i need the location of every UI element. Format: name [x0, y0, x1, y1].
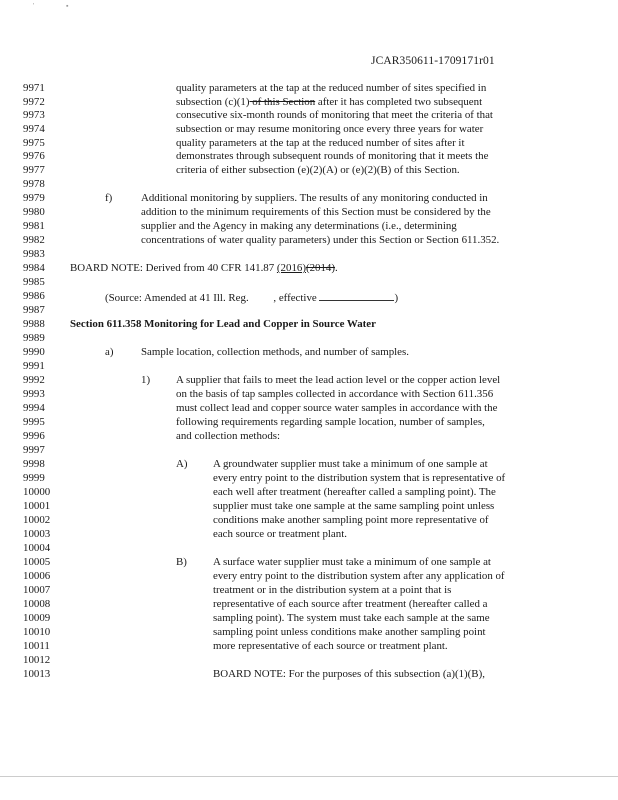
line-number: 9992: [23, 374, 45, 386]
line-number: 9988: [23, 318, 45, 330]
paragraph-label: a): [105, 346, 114, 358]
line-text: Sample location, collection methods, and number of samples.: [141, 346, 409, 358]
line-number: 10010: [23, 626, 51, 638]
deleted-text: (2014): [305, 262, 336, 274]
line-number: 9985: [23, 276, 45, 288]
line-text: every entry point to the distribution system that is representative of: [213, 472, 506, 484]
page-bottom-rule: [0, 776, 618, 777]
line-9992: [0, 374, 618, 388]
blank-line: [319, 290, 394, 301]
line-10003: [0, 528, 618, 542]
line-number: 10005: [23, 556, 51, 568]
paragraph-label: 1): [141, 374, 151, 386]
line-10013: [0, 668, 618, 682]
line-9988: [0, 318, 618, 332]
line-9994: [0, 402, 618, 416]
line-number: 9989: [23, 332, 45, 344]
line-text: on the basis of tap samples collected in accordance with Section 611.356: [176, 388, 494, 400]
line-number: 10002: [23, 514, 51, 526]
line-9984: [0, 262, 618, 276]
line-number: 9986: [23, 290, 45, 302]
line-text: subsection or may resume monitoring once every three years for water: [176, 123, 484, 135]
line-10000: [0, 486, 618, 500]
scan-mark: ': [33, 2, 35, 10]
line-9981: [0, 220, 618, 234]
line-text: subsection (c)(1) of this Section after it has completed two subsequent: [176, 96, 483, 108]
line-text: consecutive six-month rounds of monitoring that meet the criteria of that: [176, 109, 493, 121]
line-number: 9993: [23, 388, 45, 400]
line-number: 9973: [23, 109, 45, 121]
line-number: 9980: [23, 206, 45, 218]
line-number: 9984: [23, 262, 45, 274]
line-text: following requirements regarding sample location, number of samples,: [176, 416, 485, 428]
line-text: A surface water supplier must take a minimum of one sample at: [213, 556, 491, 568]
line-10012: [0, 654, 618, 668]
line-text: and collection methods:: [176, 430, 281, 442]
line-text: quality parameters at the tap at the reduced number of sites specified in: [176, 82, 487, 94]
line-10007: [0, 584, 618, 598]
line-number: 9979: [23, 192, 45, 204]
line-number: 9983: [23, 248, 45, 260]
line-text: every entry point to the distribution system after any application of: [213, 570, 505, 582]
scan-mark: ▪: [66, 2, 69, 10]
line-text: A groundwater supplier must take a minimum of one sample at: [213, 458, 488, 470]
line-number: 9974: [23, 123, 45, 135]
line-text: more representative of each source or treatment plant.: [213, 640, 448, 652]
line-text: must collect lead and copper source water samples in accordance with the: [176, 402, 498, 414]
line-number: 9987: [23, 304, 45, 316]
line-number: 10012: [23, 654, 51, 666]
line-number: 10013: [23, 668, 51, 680]
line-number: 9994: [23, 402, 45, 414]
line-10006: [0, 570, 618, 584]
line-9985: [0, 276, 618, 290]
line-9990: [0, 346, 618, 360]
paragraph-label: A): [176, 458, 188, 470]
line-number: 10008: [23, 598, 51, 610]
line-number: 9990: [23, 346, 45, 358]
line-9986: [0, 290, 618, 304]
line-number: 10007: [23, 584, 51, 596]
line-number: 9971: [23, 82, 45, 94]
line-text: representative of each source after treatment (hereafter called a: [213, 598, 488, 610]
line-10004: [0, 542, 618, 556]
line-9983: [0, 248, 618, 262]
line-text: A supplier that fails to meet the lead action level or the copper action level: [176, 374, 501, 386]
line-9982: [0, 234, 618, 248]
line-9980: [0, 206, 618, 220]
line-number: 9972: [23, 96, 45, 108]
line-10001: [0, 500, 618, 514]
line-10005: [0, 556, 618, 570]
line-number: 9976: [23, 150, 45, 162]
inserted-text: (2016): [276, 262, 306, 274]
line-9996: [0, 430, 618, 444]
document-id: JCAR350611-1709171r01: [371, 55, 495, 67]
line-10008: [0, 598, 618, 612]
line-text: supplier and the Agency in making any determinations (i.e., determining: [141, 220, 457, 232]
board-note: BOARD NOTE: Derived from 40 CFR 141.87 (2016)(2014).: [70, 262, 338, 274]
line-9999: [0, 472, 618, 486]
line-text: addition to the minimum requirements of this Section must be considered by the: [141, 206, 491, 218]
line-9977: [0, 164, 618, 178]
line-9993: [0, 388, 618, 402]
line-number: 10006: [23, 570, 51, 582]
line-9972: [0, 96, 618, 110]
line-number: 9991: [23, 360, 45, 372]
line-9998: [0, 458, 618, 472]
line-9989: [0, 332, 618, 346]
line-number: 9996: [23, 430, 45, 442]
line-9987: [0, 304, 618, 318]
line-9973: [0, 109, 618, 123]
line-text: criteria of either subsection (e)(2)(A) or (e)(2)(B) of this Section.: [176, 164, 460, 176]
line-9995: [0, 416, 618, 430]
line-text: sampling point). The system must take each sample at the same: [213, 612, 490, 624]
source-note: (Source: Amended at 41 Ill. Reg. , effective ): [105, 292, 399, 304]
line-number: 10001: [23, 500, 51, 512]
line-10009: [0, 612, 618, 626]
section-heading: Section 611.358 Monitoring for Lead and Copper in Source Water: [70, 318, 376, 330]
line-text: quality parameters at the tap at the reduced number of sites after it: [176, 137, 465, 149]
line-number: 10009: [23, 612, 51, 624]
line-text: demonstrates through subsequent rounds of monitoring that it meets the: [176, 150, 489, 162]
line-text: supplier must take one sample at the same sampling point unless: [213, 500, 495, 512]
line-number: 9999: [23, 472, 45, 484]
line-9971: [0, 82, 618, 96]
line-number: 10003: [23, 528, 51, 540]
board-note: BOARD NOTE: For the purposes of this subsection (a)(1)(B),: [213, 668, 485, 680]
line-number: 9998: [23, 458, 45, 470]
paragraph-label: B): [176, 556, 187, 568]
line-number: 9997: [23, 444, 45, 456]
line-number: 10000: [23, 486, 51, 498]
line-9997: [0, 444, 618, 458]
line-number: 10011: [23, 640, 50, 652]
line-text: treatment or in the distribution system at a point that is: [213, 584, 452, 596]
line-9979: [0, 192, 618, 206]
deleted-text: of this Section: [249, 96, 316, 108]
line-9978: [0, 178, 618, 192]
line-number: 9995: [23, 416, 45, 428]
line-10011: [0, 640, 618, 654]
line-number: 9982: [23, 234, 45, 246]
line-text: sampling point unless conditions make another sampling point: [213, 626, 486, 638]
line-text: Additional monitoring by suppliers. The results of any monitoring conducted in: [141, 192, 488, 204]
line-9974: [0, 123, 618, 137]
line-number: 10004: [23, 542, 51, 554]
line-10002: [0, 514, 618, 528]
line-9975: [0, 137, 618, 151]
line-number: 9978: [23, 178, 45, 190]
line-number: 9977: [23, 164, 45, 176]
line-9991: [0, 360, 618, 374]
line-number: 9981: [23, 220, 45, 232]
line-text: each well after treatment (hereafter called a sampling point). The: [213, 486, 496, 498]
line-9976: [0, 150, 618, 164]
line-text: conditions make another sampling point more representative of: [213, 514, 489, 526]
line-10010: [0, 626, 618, 640]
line-number: 9975: [23, 137, 45, 149]
line-text: each source or treatment plant.: [213, 528, 347, 540]
paragraph-label: f): [105, 192, 113, 204]
line-text: concentrations of water quality parameters) under this Section or Section 611.352.: [141, 234, 500, 246]
